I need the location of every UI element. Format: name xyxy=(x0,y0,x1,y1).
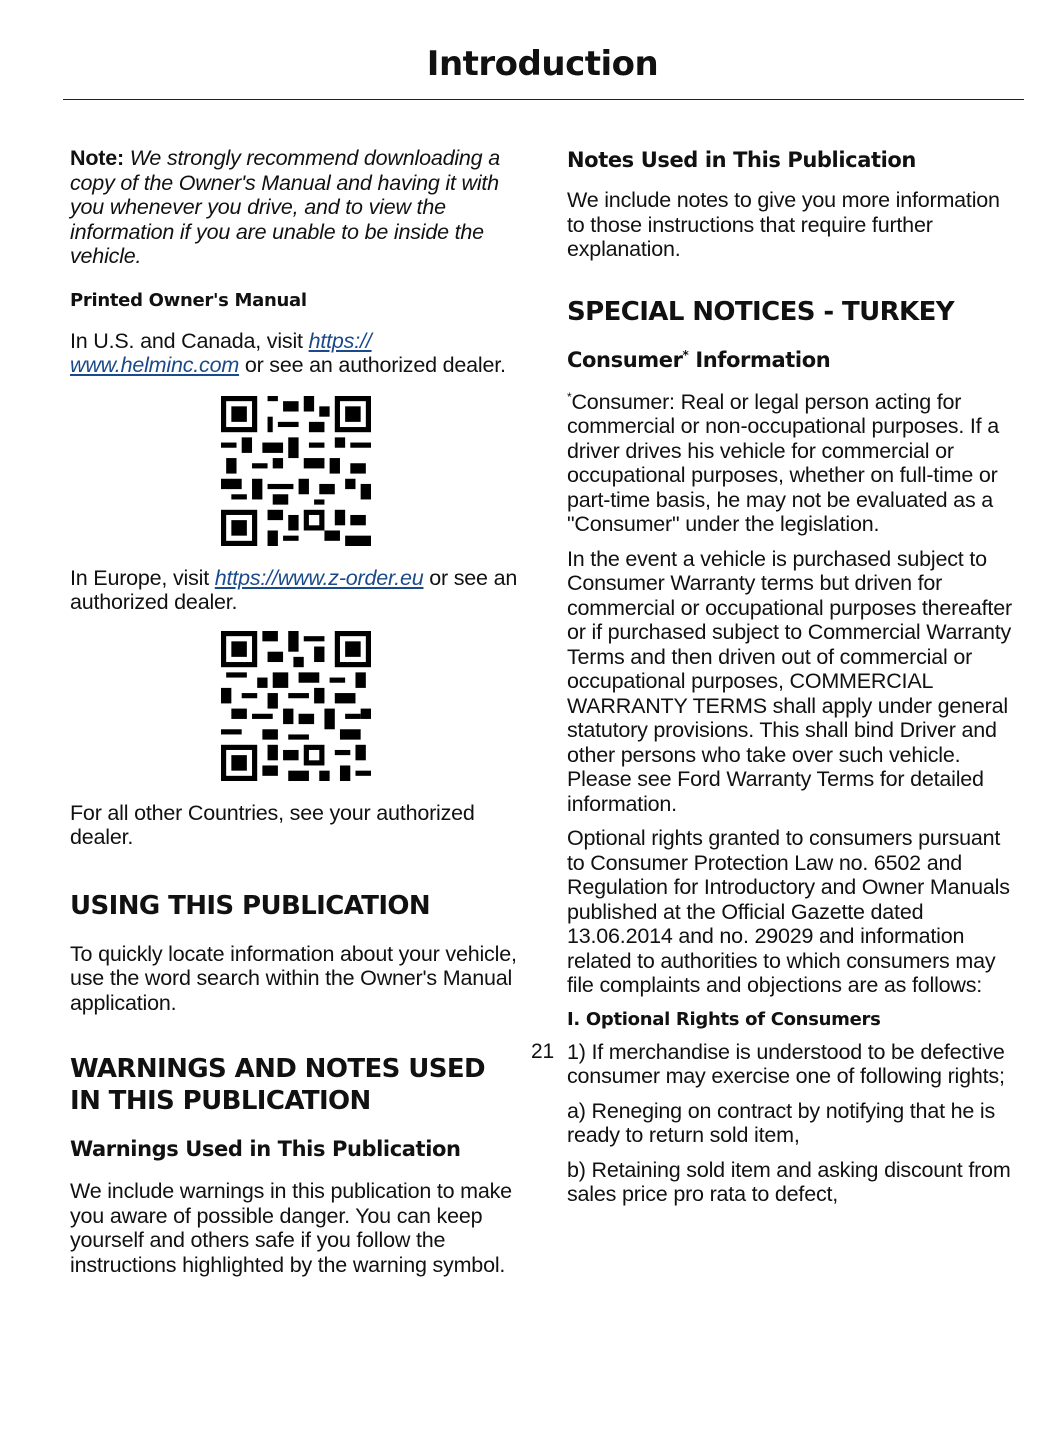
z-order-link[interactable]: https://www.z-order.eu xyxy=(214,565,424,590)
using-publication-heading: USING THIS PUBLICATION xyxy=(70,890,431,921)
header-divider xyxy=(63,99,1024,100)
us-text-before: In U.S. and Canada, visit xyxy=(70,328,309,353)
definition-asterisk: * xyxy=(567,389,572,404)
special-notices-heading: SPECIAL NOTICES - TURKEY xyxy=(567,296,954,327)
warnings-subheading: Warnings Used in This Publication xyxy=(70,1137,461,1161)
note-text: We strongly recommend downloading a copy of the Owner's Manual and having it with you whenever you drive, and to view the information if you are unable to be inside the vehicle. xyxy=(70,146,500,268)
optional-rights-heading: I. Optional Rights of Consumers xyxy=(567,1008,881,1030)
consumer-definition xyxy=(567,390,1019,537)
using-publication-text: To quickly locate information about your vehicle, use the word search within the Owner's Manual application. xyxy=(70,941,517,1015)
consumer-definition-text: Consumer: Real or legal person acting for commercial or non-occupational purposes. If a driver drives his vehicle for commercial or occupational purposes, whether on full-time or part-time basis, he may not be evaluated as a "Consumer" under the legislation. xyxy=(567,389,999,536)
us-canada-paragraph xyxy=(70,329,522,378)
consumer-information-heading xyxy=(567,346,1019,374)
qr-code-europe xyxy=(221,631,371,781)
consumer-word: Consumer xyxy=(567,347,683,372)
right-b-text: b) Retaining sold item and asking discount from sales price pro rata to defect, xyxy=(567,1157,1011,1206)
helminc-link[interactable]: https:// www.helminc.com xyxy=(70,328,372,377)
notes-text: We include notes to give you more information to those instructions that require further explanation. xyxy=(567,188,1000,261)
page-title: Introduction xyxy=(426,44,659,84)
optional-rights-paragraph: Optional rights granted to consumers pursuant to Consumer Protection Law no. 6502 and Regulation for Introductory and Owner Manuals published at the Official Gazette dated 13.06.2014 and no. 29029 and information related to authorities to which consumers may file complaints and objections are as follows: xyxy=(567,826,1010,997)
eu-text-before: In Europe, visit xyxy=(70,565,215,590)
other-countries-paragraph: For all other Countries, see your authorized dealer. xyxy=(70,800,475,849)
us-text-after: or see an authorized dealer. xyxy=(239,353,506,377)
right-1-text: 1) If merchandise is understood to be defective consumer may exercise one of following rights; xyxy=(567,1039,1005,1088)
printed-manual-heading: Printed Owner's Manual xyxy=(70,289,307,311)
qr-code-us xyxy=(221,396,371,546)
note-paragraph xyxy=(70,146,522,269)
asterisk-mark: * xyxy=(682,347,689,362)
page-number: 21 xyxy=(531,1040,554,1063)
left-column xyxy=(70,146,522,1277)
note-label: Note: xyxy=(70,146,124,170)
warranty-paragraph: In the event a vehicle is purchased subject to Consumer Warranty terms but driven for commercial or occupational purposes thereafter or if purchased subject to Commercial Warranty Terms and then driven out of commercial or occupational purposes, COMMERCIAL WARRANTY TERMS shall apply under general statutory provisions. This shall bind Driver and other persons who take over such vehicle. Please see Ford Warranty Terms for detailed information. xyxy=(567,546,1012,816)
right-a-text: a) Reneging on contract by notifying that he is ready to return sold item, xyxy=(567,1098,996,1147)
warnings-text: We include warnings in this publication to make you aware of possible danger. You can keep yourself and others safe if you follow the instructions highlighted by the warning symbol. xyxy=(70,1179,512,1277)
eu-text-after: or see an authorized dealer. xyxy=(70,565,518,614)
warnings-notes-heading: WARNINGS AND NOTES USED IN THIS PUBLICATION xyxy=(70,1054,485,1116)
notes-subheading: Notes Used in This Publication xyxy=(567,148,916,172)
europe-paragraph xyxy=(70,566,522,615)
information-word: Information xyxy=(688,347,831,372)
